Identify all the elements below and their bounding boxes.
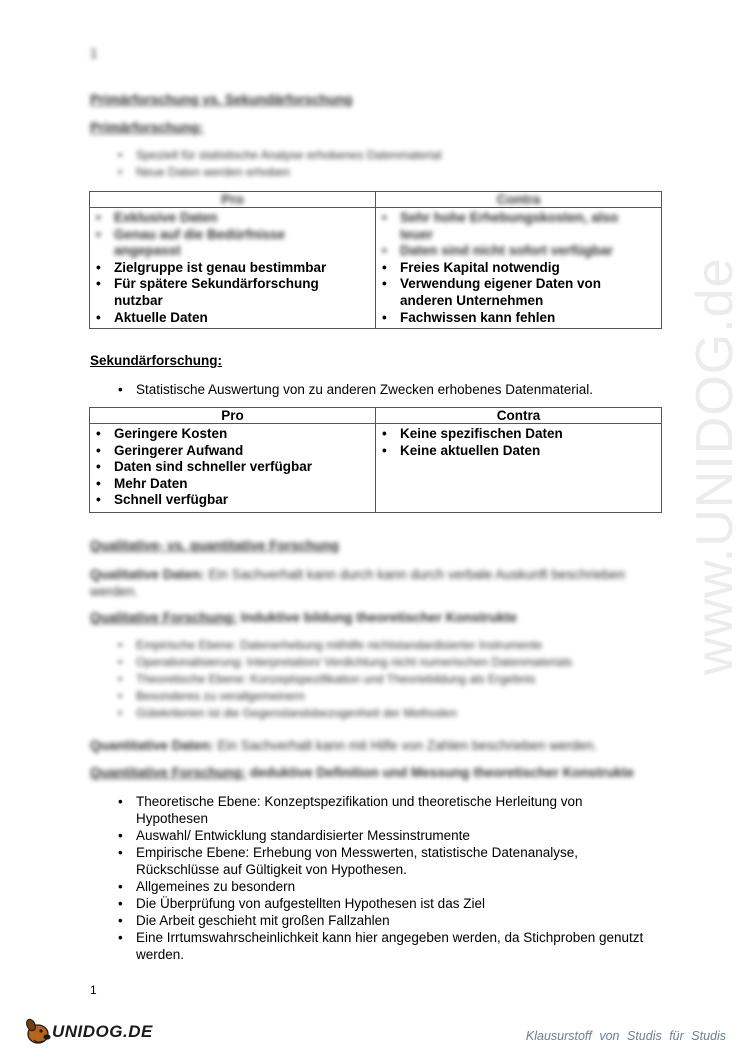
logo-text: UNIDOG.DE: [52, 1022, 153, 1041]
list-item: • Genau auf die Bedürfnisse angepasst: [90, 227, 304, 260]
pro-header: Pro: [90, 408, 376, 424]
contra-list: [376, 210, 661, 326]
list-item: • Zielgruppe ist genau bestimmbar: [90, 260, 375, 277]
qual-research-line: [90, 610, 670, 625]
list-item: • Empirische Ebene: Erhebung von Messwerten, statistische Datenanalyse, Rückschlüsse auf Gültigkeit von Hypothesen.: [110, 844, 655, 878]
list-item: • Die Arbeit geschieht mit großen Fallzahlen: [110, 912, 655, 929]
qual-research-text: Induktive bildung theoretischer Konstrukte: [240, 610, 517, 625]
list-item: • Verwendung eigener Daten von anderen Unternehmen: [376, 276, 650, 309]
page-number-top: 1: [90, 46, 98, 61]
list-item: • Statistische Auswertung von zu anderen Zwecken erhobenes Datenmaterial.: [110, 381, 690, 398]
section2-title: Sekundärforschung:: [90, 353, 223, 368]
quant-research-text: deduktive Definition und Messung theoretischer Konstrukte: [249, 765, 634, 780]
list-item: • Geringerer Aufwand: [90, 443, 375, 460]
list-item: • Sehr hohe Erhebungskosten, also teuer: [376, 210, 650, 243]
list-item: • Keine spezifischen Daten: [376, 426, 661, 443]
quant-data-text: Ein Sachverhalt kann mit Hilfe von Zahlen beschrieben werden.: [217, 738, 598, 753]
pro-list: [90, 426, 375, 509]
list-item: • Für spätere Sekundärforschung nutzbar: [90, 276, 344, 309]
pro-list: [90, 210, 375, 326]
contra-cell: [376, 424, 662, 513]
list-item: • Speziell für statistische Analyse erhobenes Datenmaterial: [110, 147, 670, 164]
list-item: • Neue Daten werden erhoben: [110, 164, 670, 181]
contra-list: [376, 426, 661, 459]
list-item: • Besonderes zu verallgemeinern: [110, 688, 670, 705]
quant-data-line: [90, 738, 670, 753]
list-item: • Operationalisierung: Interpretation/ Verdichtung nicht numerischen Datenmaterials: [110, 654, 670, 671]
section2-bullets: [110, 381, 690, 398]
quant-research-line: [90, 765, 670, 780]
contra-cell: [376, 208, 662, 329]
list-item: • Schnell verfügbar: [90, 492, 375, 509]
section1-subtitle: Primärforschung:: [90, 120, 204, 135]
list-item: • Eine Irrtumswahrscheinlichkeit kann hier angegeben werden, da Stichproben genutzt werden.: [110, 929, 655, 963]
secondary-pro-contra-table: [89, 407, 662, 513]
quant-research-label: Quantitative Forschung:: [90, 765, 247, 780]
list-item: • Allgemeines zu besondern: [110, 878, 655, 895]
section3-title: Qualitative- vs. quantitative Forschung: [90, 538, 340, 553]
contra-header: Contra: [376, 408, 662, 424]
list-item: • Exklusive Daten: [90, 210, 375, 227]
list-item: • Daten sind schneller verfügbar: [90, 459, 375, 476]
list-item: • Theoretische Ebene: Konzeptspezifikation und Theoriebildung als Ergebnis: [110, 671, 670, 688]
contra-header: Contra: [376, 192, 662, 208]
list-item: • Auswahl/ Entwicklung standardisierter Messinstrumente: [110, 827, 655, 844]
section1-bullets: [110, 147, 670, 181]
pro-cell: [90, 424, 376, 513]
pro-header: Pro: [90, 192, 376, 208]
list-item: • Aktuelle Daten: [90, 310, 375, 327]
quant-bullets: [110, 793, 655, 963]
footer-slogan: Klausurstoff von Studis für Studis: [525, 1029, 726, 1043]
qual-data-label: Qualitative Daten:: [90, 567, 205, 582]
list-item: • Keine aktuellen Daten: [376, 443, 661, 460]
section1-title: Primärforschung vs. Sekundärforschung: [90, 92, 353, 107]
list-item: • Gütekriterien ist die Gegenstandsbezogenheit der Methoden: [110, 705, 670, 722]
list-item: • Empirische Ebene: Datenerhebung mithilfe nichtstandardisierter Instrumente: [110, 637, 670, 654]
qual-data-paragraph: [90, 566, 650, 600]
page-number-bottom: 1: [90, 983, 97, 997]
list-item: • Geringere Kosten: [90, 426, 375, 443]
list-item: • Fachwissen kann fehlen: [376, 310, 661, 327]
list-item: • Freies Kapital notwendig: [376, 260, 661, 277]
list-item: • Daten sind nicht sofort verfügbar: [376, 243, 661, 260]
qual-research-label: Qualitative Forschung:: [90, 610, 238, 625]
list-item: • Theoretische Ebene: Konzeptspezifikation und theoretische Herleitung von Hypothesen: [110, 793, 655, 827]
list-item: • Mehr Daten: [90, 476, 375, 493]
unidog-logo: [24, 1016, 153, 1049]
primary-pro-contra-table: [89, 191, 662, 329]
qual-data-text: Ein Sachverhalt kann durch kann durch verbale Auskunft beschrieben werden.: [90, 567, 626, 599]
pro-cell: [90, 208, 376, 329]
qual-bullets: [110, 637, 670, 722]
quant-data-label: Quantitative Daten:: [90, 738, 214, 753]
watermark: www.UNIDOG.de: [686, 257, 744, 675]
list-item: • Die Überprüfung von aufgestellten Hypothesen ist das Ziel: [110, 895, 655, 912]
